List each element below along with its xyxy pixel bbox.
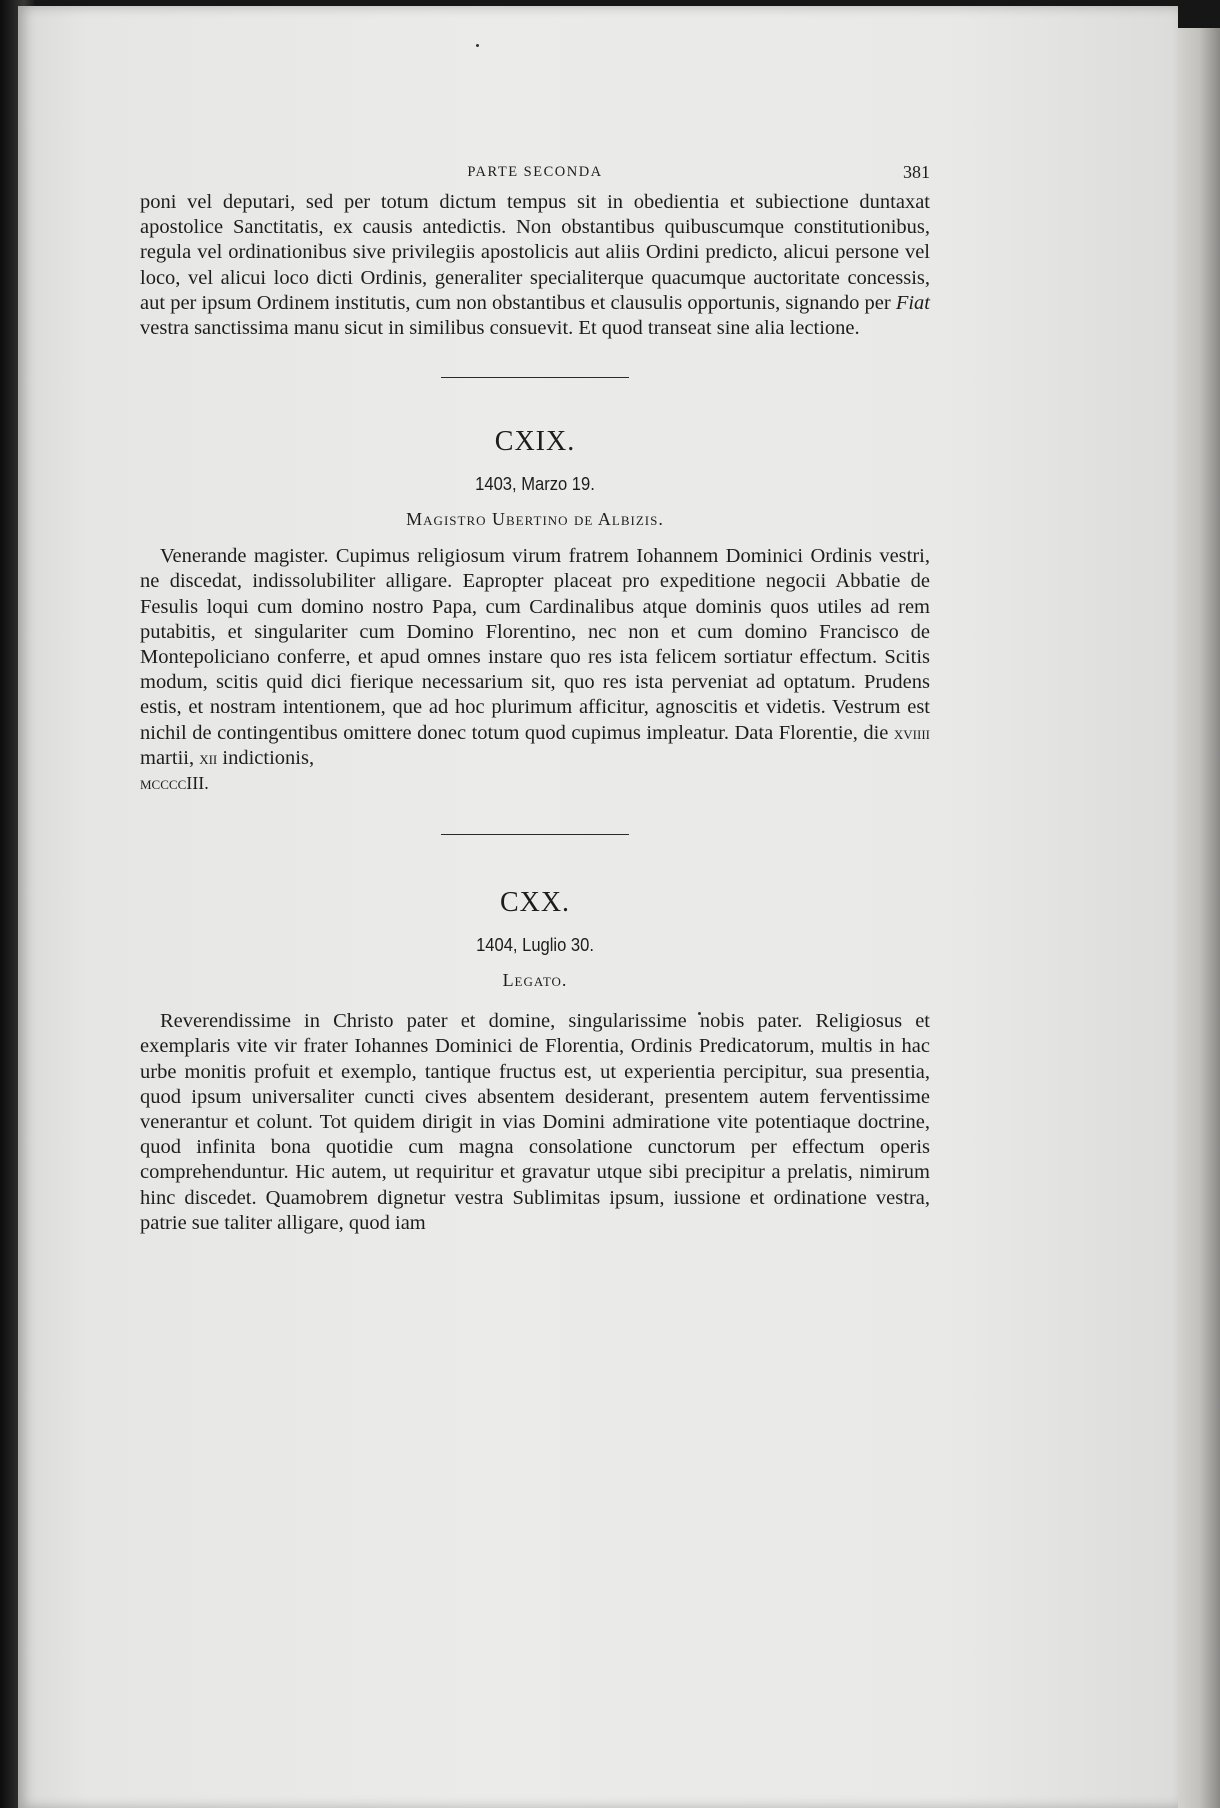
continuation-italic-word: Fiat: [895, 291, 930, 314]
continuation-paragraph: [140, 190, 930, 341]
letter-number: CXX.: [499, 887, 571, 919]
section-divider: [441, 834, 629, 835]
letter-body: Reverendissime in Christo pater et domine, singularissime nobis pater. Religiosus et exemplaris vite vir frater Iohannes Dominici de Florentia, Ordinis Predicatorum, multis in hac urbe monitis profuit et exemplo, tantique fructus est, ut experientia percipitur, sua presentia, quod ipsum universaliter cuncti cives absentem desiderant, presentem autem ferventissime venerantur et colunt. Tot quidem dirigit in vias Domini admiratione vite potentiaque doctrine, quod infinita bona quotidie cum magna consolatione cunctorum per effectum operis comprehenduntur. Hic autem, ut requiritur et gravatur utque sibi precipitur a prelatis, nimirum hinc discedet. Quamobrem dignetur vestra Sublimitas ipsum, iussione et ordinatione vestra, patrie sue taliter alligare, quod iam: [140, 1010, 930, 1234]
continuation-text-part1: poni vel deputari, sed per totum dictum tempus sit in obedientia et subiectione duntaxat apostolice Sanctitatis, ex causis antedictis. Non obstantibus quibuscumque constitutionibus, regula vel ordinationibus sive privilegiis apostolicis aut aliis Ordini predicto, alicui persone vel loco, vel alicui loco dicti Ordinis, generaliter specialiterque quacumque auctoritate concessis, aut per ipsum Ordinem institutis, cum non obstantibus et clausulis opportunis, signando per: [140, 191, 930, 314]
section-divider: [441, 377, 629, 378]
continuation-text-part2: vestra sanctissima manu sicut in similibus consuevit. Et quod transeat sine alia lectione.: [140, 317, 860, 340]
page-number: 381: [903, 162, 930, 182]
letter-addressee: Legato.: [502, 970, 568, 991]
page-content: [140, 156, 930, 1236]
ink-speck: [476, 44, 479, 47]
letter-indiction: xii: [199, 747, 218, 768]
letter-date-month: martii,: [140, 746, 200, 769]
letter-addressee: Magistro Ubertino de Albizis.: [406, 509, 664, 530]
page-header: [140, 156, 930, 196]
letter-body: [140, 544, 930, 796]
running-title: PARTE SECONDA: [467, 164, 603, 180]
letter-date-day: xviiii: [893, 722, 930, 743]
book-page: [18, 6, 1178, 1808]
letter-number: CXIX.: [494, 426, 576, 458]
letter-date: 1404, Luglio 30.: [476, 935, 594, 956]
letter-date-end: indictionis,: [217, 746, 315, 769]
letter-year: mccccIII.: [140, 773, 209, 794]
letter-body-text: Venerande magister. Cupimus religiosum virum fratrem Iohannem Dominici Ordinis vestri, ne discedat, indissolubiliter alligare. Eapropter placeat pro expeditione negocii Abbatie de Fesulis loqui cum domino nostro Papa, cum Cardinalibus atque dominis quos utiles ad rem putabitis, et singulariter cum Domino Florentino, nec non et cum domino Francisco de Montepoliciano conferre, et apud omnes instare quo res ista felicem sortiatur effectum. Scitis modum, scitis quid dici fierique necessarium sit, quo res ista perveniat ad optatum. Prudens estis, et nostram intentionem, que ad hoc plurimum afficitur, agnoscitis et videtis. Vestrum est nichil de contingentibus omittere donec totum quod cupimus impleatur. Data Florentie, die: [140, 545, 930, 744]
letter-date: 1403, Marzo 19.: [475, 474, 595, 495]
